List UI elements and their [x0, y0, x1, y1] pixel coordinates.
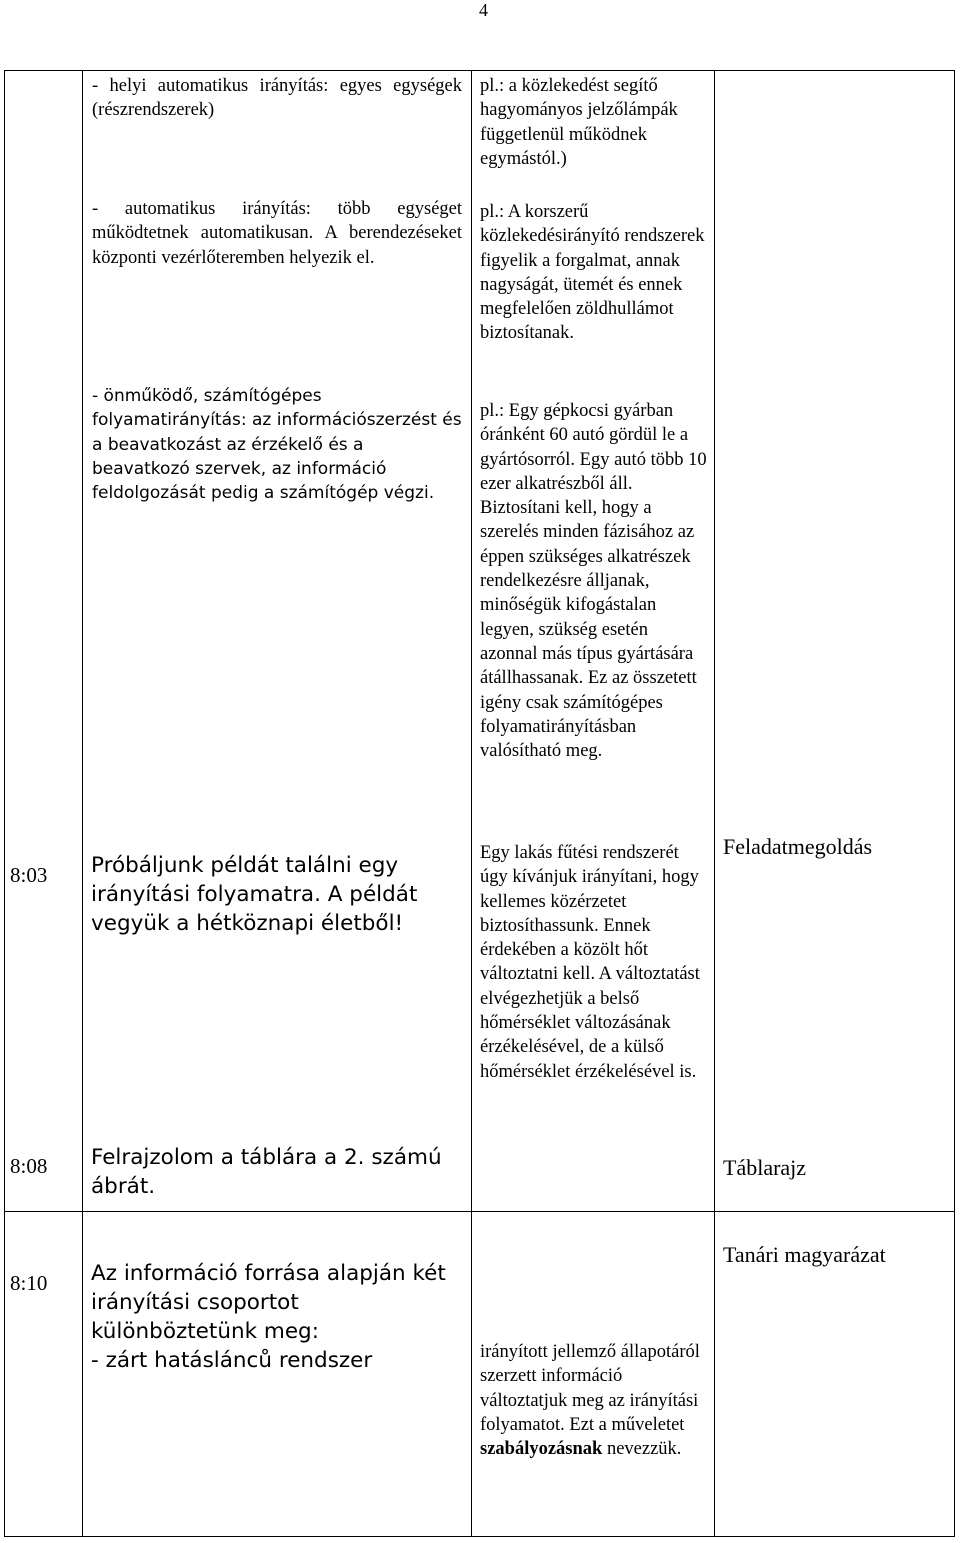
row2-example-text: pl.: A korszerű közlekedésirányító rendszerek figyelik a forgalmat, annak nagyságát, ütemét és ennek megfelelően zöldhullámot biztosítanak.: [480, 202, 705, 344]
row6-time: 8:10: [10, 1271, 48, 1295]
row6-example-text-end: nevezzük.: [602, 1439, 682, 1460]
row6-activity: Tanári magyarázat: [723, 1242, 886, 1267]
row3-method-text: - önműködő, számítógépes folyamatirányítás: az információszerzést és a beavatkozást az érzékelő és a beavatkozó szervek, az információ feldolgozását pedig a számítógép végzi.: [92, 386, 462, 504]
row4-time: 8:03: [10, 863, 48, 887]
row1-method-text: - helyi automatikus irányítás: egyes egységek (részrendszerek): [92, 76, 462, 121]
page-number: 4: [479, 0, 488, 20]
row4-activity: Feladatmegoldás: [723, 834, 873, 859]
row6-example-text-start: irányított jellemző állapotáról szerzett információ változtatjuk meg az irányítási folyamatot. Ezt a műveletet: [480, 1342, 700, 1435]
row4-method-text: Próbáljunk példát találni egy irányítási folyamatra. A példát vegyük a hétköznapi életből!: [91, 853, 418, 936]
row5-activity: Táblarajz: [723, 1155, 807, 1180]
row6-example-text: [480, 1340, 712, 1461]
column-divider-3: [714, 71, 715, 1536]
row3-example-text: pl.: Egy gépkocsi gyárban óránként 60 autó gördül le a gyártósorról. Egy autó több 10 ezer alkatrészből áll. Biztosítani kell, hogy a szerelés minden fázisához az éppen szükséges alkatrészek rendelkezésre álljanak, minőségük kifogástalan legyen, szükség esetén azonnal más típus gyártására átállhassanak. Ez az összetett igény csak számítógépes folyamatirányításban valósítható meg.: [480, 401, 707, 762]
row6-method-text: Az információ forrása alapján két irányítási csoportot különböztetünk meg: - zárt hatáslánců rendszer: [91, 1261, 446, 1373]
row6-example-bold-term: szabályozásnak: [480, 1439, 603, 1460]
row-divider: [5, 1211, 954, 1212]
column-divider-2: [471, 71, 472, 1536]
row2-method-text: - automatikus irányítás: több egységet működtetnek automatikusan. A berendezéseket központi vezérlőteremben helyezik el.: [92, 199, 462, 268]
column-divider-1: [82, 71, 83, 1536]
row1-example-text: pl.: a közlekedést segítő hagyományos jelzőlámpák függetlenül működnek egymástól.): [480, 76, 678, 169]
row5-time: 8:08: [10, 1154, 48, 1178]
row5-method-text: Felrajzolom a táblára a 2. számú ábrát.: [91, 1145, 442, 1199]
row4-example-text: Egy lakás fűtési rendszerét úgy kívánjuk irányítani, hogy kellemes közérzetet biztosíthassunk. Ennek érdekében a közölt hőt változtatni kell. A változtatást elvégezhetjük a belső hőmérséklet változásának érzékelésével, de a külső hőmérséklet érzékelésével is.: [480, 843, 700, 1082]
